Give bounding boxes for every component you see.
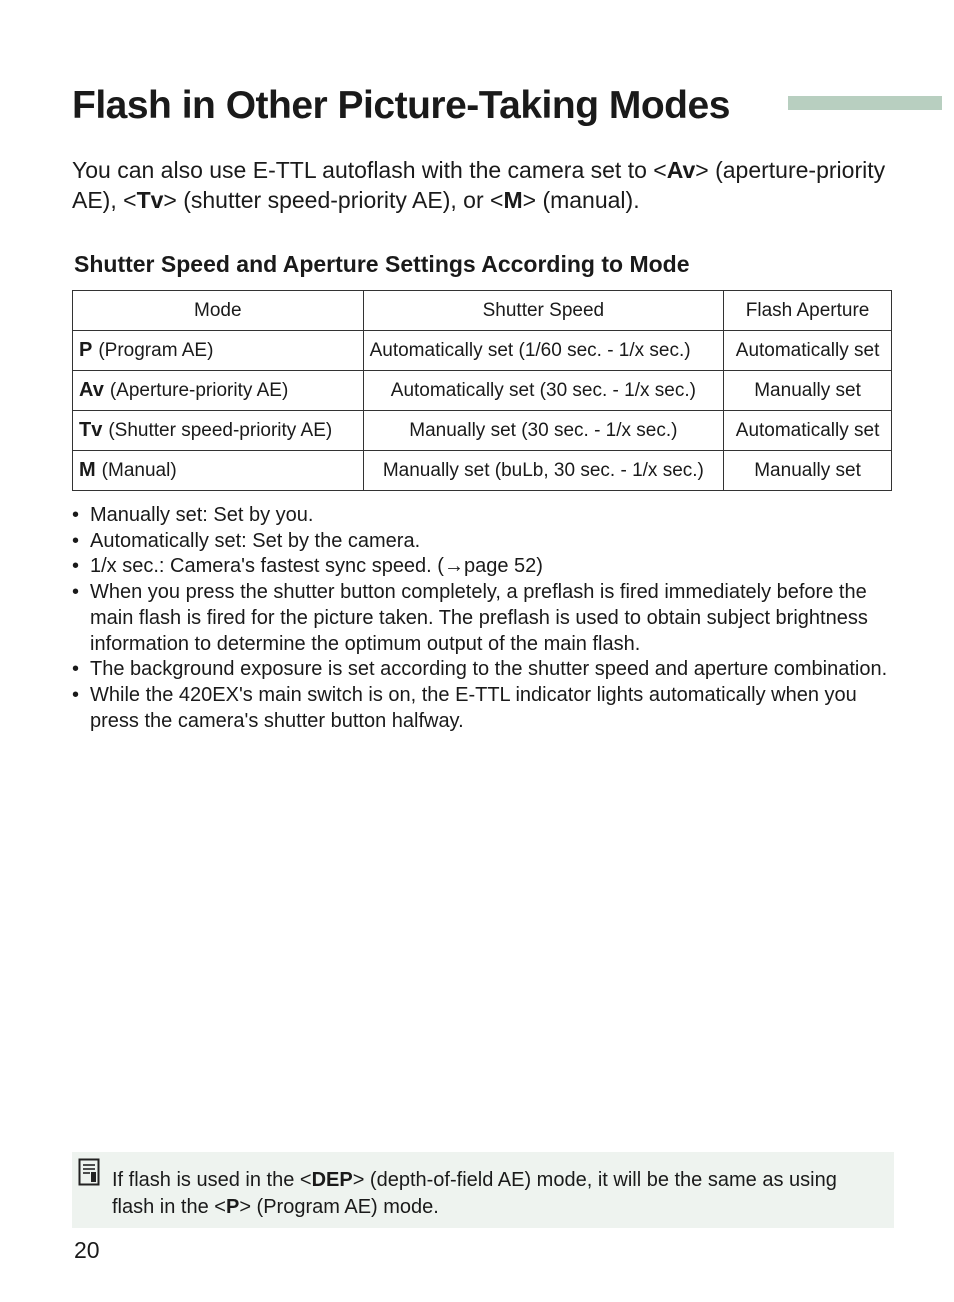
shutter-cell: Manually set (buLb, 30 sec. - 1/x sec.)	[363, 451, 724, 491]
table-row	[73, 371, 892, 411]
title-accent-bar	[788, 96, 942, 110]
page-title: Flash in Other Picture-Taking Modes	[72, 84, 730, 127]
bullet: •	[72, 658, 80, 681]
list-item	[72, 503, 892, 529]
intro-av-symbol: Av	[666, 157, 696, 183]
page-number: 20	[74, 1237, 100, 1263]
intro-paragraph	[72, 155, 902, 215]
note-p-symbol: P	[225, 1196, 240, 1218]
note-text-3: > (Program AE) mode.	[239, 1196, 439, 1218]
intro-text-2: > (aperture-priority AE), <	[72, 157, 886, 213]
mode-cell	[73, 451, 364, 491]
note-box-text	[112, 1167, 872, 1221]
list-item	[72, 657, 892, 683]
note-text-2: > (depth-of-field AE) mode, it will be the same as using flash in the <	[112, 1169, 837, 1218]
bullet: •	[72, 581, 80, 604]
intro-tv-symbol: Tv	[136, 187, 164, 213]
note-text: When you press the shutter button completely, a preflash is fired immediately before the main flash is fired for the picture taken. The preflash is used to obtain subject brightness information to determine the optimum output of the main flash.	[90, 581, 868, 655]
list-item	[72, 580, 892, 657]
mode-label: (Manual)	[101, 460, 177, 481]
table-header-row	[73, 291, 892, 331]
table-heading: Shutter Speed and Aperture Settings According to Mode	[74, 251, 690, 277]
header-mode: Mode	[73, 291, 364, 331]
shutter-cell: Manually set (30 sec. - 1/x sec.)	[363, 411, 724, 451]
mode-symbol: P	[79, 339, 93, 361]
note-dep-symbol: DEP	[311, 1169, 353, 1191]
mode-cell	[73, 371, 364, 411]
table-row	[73, 411, 892, 451]
note-text: The background exposure is set according to the shutter speed and aperture combination.	[90, 658, 888, 681]
intro-m-symbol: M	[503, 187, 523, 213]
intro-text-3: > (shutter speed-priority AE), or <	[163, 187, 504, 213]
note-text-1: If flash is used in the <	[112, 1169, 312, 1191]
mode-cell	[73, 331, 364, 371]
mode-symbol: M	[79, 459, 96, 481]
bullet: •	[72, 555, 80, 578]
mode-label: (Program AE)	[98, 340, 214, 361]
note-text: 1/x sec.: Camera's fastest sync speed. (→page 52)	[90, 555, 543, 578]
aperture-cell: Automatically set	[724, 331, 892, 371]
shutter-cell: Automatically set (30 sec. - 1/x sec.)	[363, 371, 724, 411]
aperture-cell: Automatically set	[724, 411, 892, 451]
notes-list	[72, 503, 892, 734]
table-row	[73, 451, 892, 491]
table-row	[73, 331, 892, 371]
mode-symbol: Tv	[79, 419, 103, 441]
mode-symbol: Av	[79, 379, 104, 401]
note-text: Automatically set: Set by the camera.	[90, 529, 421, 552]
shutter-cell: Automatically set (1/60 sec. - 1/x sec.)	[363, 331, 724, 371]
aperture-cell: Manually set	[724, 371, 892, 411]
bullet: •	[72, 683, 80, 706]
note-text: Manually set: Set by you.	[90, 504, 314, 526]
list-item	[72, 529, 892, 555]
mode-cell	[73, 411, 364, 451]
intro-text-1: You can also use E-TTL autoflash with the camera set to <	[72, 157, 667, 183]
intro-text-4: > (manual).	[522, 187, 640, 213]
header-flash-aperture: Flash Aperture	[724, 291, 892, 331]
mode-label: (Aperture-priority AE)	[109, 380, 289, 401]
memo-icon	[78, 1158, 100, 1186]
mode-settings-table	[72, 290, 892, 491]
mode-label: (Shutter speed-priority AE)	[108, 420, 333, 441]
aperture-cell: Manually set	[724, 451, 892, 491]
note-text: While the 420EX's main switch is on, the E-TTL indicator lights automatically when you press the camera's shutter button halfway.	[90, 683, 857, 732]
list-item	[72, 683, 892, 734]
bullet: •	[72, 504, 80, 526]
bullet: •	[72, 529, 80, 552]
header-shutter-speed: Shutter Speed	[363, 291, 724, 331]
list-item	[72, 554, 892, 580]
